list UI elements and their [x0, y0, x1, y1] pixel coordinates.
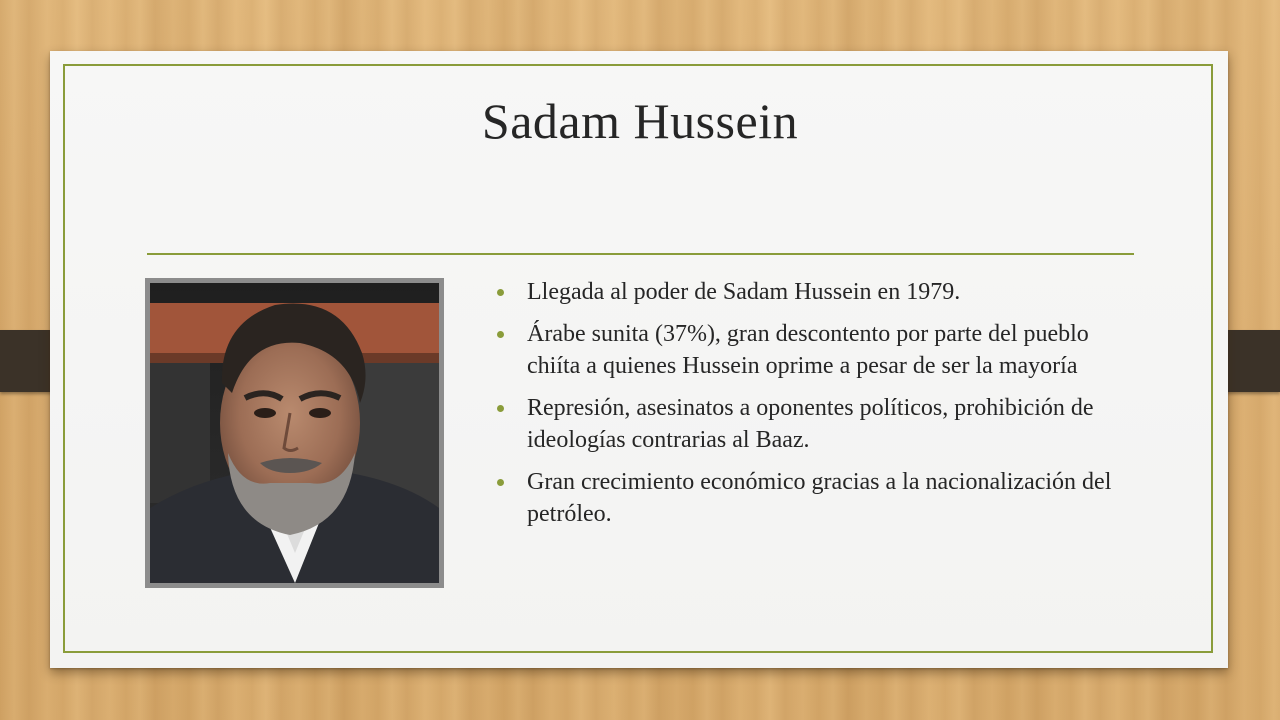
bullet-text: Represión, asesinatos a oponentes políticos, prohibición de ideologías contrarias al Baaz. — [527, 395, 1094, 453]
bullet-marker — [497, 331, 504, 338]
list-item — [497, 466, 1147, 530]
title-divider — [147, 253, 1134, 255]
bullet-text: Gran crecimiento económico gracias a la nacionalización del petróleo. — [527, 469, 1112, 527]
portrait-photo — [145, 278, 444, 588]
list-item — [497, 318, 1147, 382]
list-item — [497, 392, 1147, 456]
slide-title: Sadam Hussein — [481, 93, 799, 149]
bullet-text: Llegada al poder de Sadam Hussein en 1979. — [527, 279, 961, 305]
bullet-marker — [497, 479, 504, 486]
bullet-text: Árabe sunita (37%), gran descontento por parte del pueblo chiíta a quienes Hussein oprime a pesar de ser la mayoría — [527, 321, 1089, 379]
bullet-marker — [497, 405, 504, 412]
bullet-marker — [497, 289, 504, 296]
bullet-list — [497, 276, 1147, 540]
list-item — [497, 276, 1147, 308]
